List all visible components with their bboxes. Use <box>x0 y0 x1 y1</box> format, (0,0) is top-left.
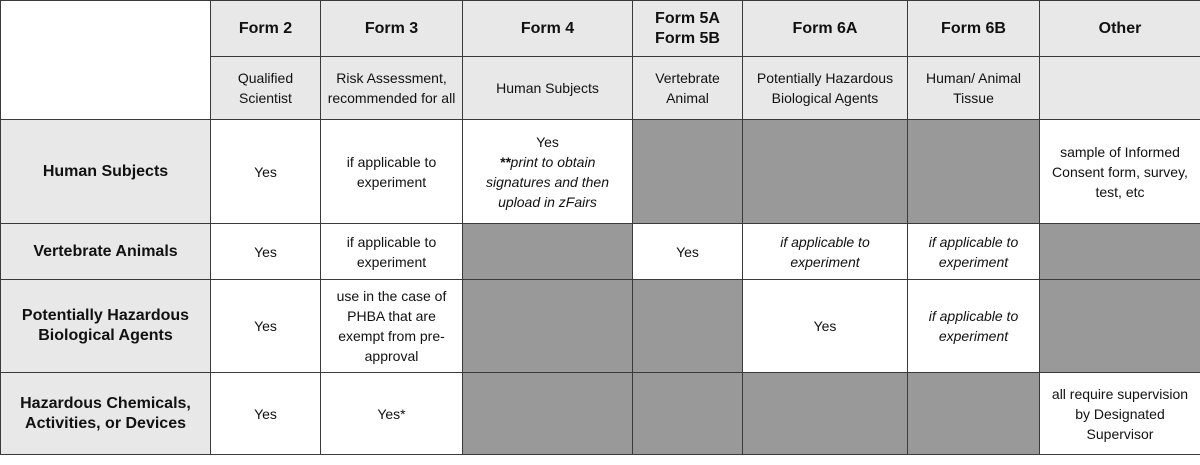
cell-human-subjects-form4 <box>463 120 633 224</box>
desc-form5: Vertebrate Animal <box>633 57 743 120</box>
cell-vertebrate-form6a: if applicable to experiment <box>743 224 908 280</box>
cell-vertebrate-form3: if applicable to experiment <box>321 224 463 280</box>
header-form5b: Form 5B <box>655 29 720 47</box>
cell-vertebrate-form5: Yes <box>633 224 743 280</box>
header-form5a: Form 5A <box>655 9 720 27</box>
cell-phba-form3: use in the case of PHBA that are exempt from pre-approval <box>321 280 463 373</box>
cell-chemicals-form6a-na <box>743 373 908 455</box>
row-hazardous-chemicals <box>1 373 1200 455</box>
cell-phba-form6a: Yes <box>743 280 908 373</box>
row-label-human-subjects: Human Subjects <box>1 120 211 224</box>
desc-form3: Risk Assessment, recommended for all <box>321 57 463 120</box>
header-other: Other <box>1040 1 1200 57</box>
cell-human-subjects-form6b-na <box>908 120 1040 224</box>
desc-form6a: Potentially Hazardous Biological Agents <box>743 57 908 120</box>
cell-vertebrate-other-na <box>1040 224 1200 280</box>
header-form5 <box>633 1 743 57</box>
empty-corner-cell <box>1 1 211 120</box>
row-vertebrate-animals <box>1 224 1200 280</box>
desc-form2: Qualified Scientist <box>211 57 321 120</box>
header-form2: Form 2 <box>211 1 321 57</box>
cell-vertebrate-form4-na <box>463 224 633 280</box>
cell-chemicals-form5-na <box>633 373 743 455</box>
cell-phba-form2: Yes <box>211 280 321 373</box>
form4-asterisks: ** <box>499 153 511 170</box>
cell-chemicals-form6b-na <box>908 373 1040 455</box>
header-form6a: Form 6A <box>743 1 908 57</box>
cell-human-subjects-form3: if applicable to experiment <box>321 120 463 224</box>
cell-human-subjects-form5-na <box>633 120 743 224</box>
row-phba <box>1 280 1200 373</box>
cell-human-subjects-other: sample of Informed Consent form, survey, test, etc <box>1040 120 1200 224</box>
cell-human-subjects-form6a-na <box>743 120 908 224</box>
cell-chemicals-form3: Yes* <box>321 373 463 455</box>
cell-vertebrate-form2: Yes <box>211 224 321 280</box>
cell-chemicals-form4-na <box>463 373 633 455</box>
cell-phba-form4-na <box>463 280 633 373</box>
header-form6b: Form 6B <box>908 1 1040 57</box>
cell-phba-form6b: if applicable to experiment <box>908 280 1040 373</box>
cell-human-subjects-form2: Yes <box>211 120 321 224</box>
row-label-vertebrate-animals: Vertebrate Animals <box>1 224 211 280</box>
desc-other <box>1040 57 1200 120</box>
row-label-hazardous-chemicals: Hazardous Chemicals, Activities, or Devices <box>1 373 211 455</box>
desc-form6b: Human/ Animal Tissue <box>908 57 1040 120</box>
header-form4: Form 4 <box>463 1 633 57</box>
cell-vertebrate-form6b: if applicable to experiment <box>908 224 1040 280</box>
cell-chemicals-form2: Yes <box>211 373 321 455</box>
cell-phba-other-na <box>1040 280 1200 373</box>
row-human-subjects <box>1 120 1200 224</box>
desc-form4: Human Subjects <box>463 57 633 120</box>
row-label-phba: Potentially Hazardous Biological Agents <box>1 280 211 373</box>
form-header-row <box>1 1 1200 57</box>
cell-phba-form5-na <box>633 280 743 373</box>
header-form3: Form 3 <box>321 1 463 57</box>
form4-yes-text: Yes <box>536 133 559 150</box>
cell-chemicals-other: all require supervision by Designated Supervisor <box>1040 373 1200 455</box>
form4-note-text: print to obtain signatures and then upload in zFairs <box>486 153 609 210</box>
